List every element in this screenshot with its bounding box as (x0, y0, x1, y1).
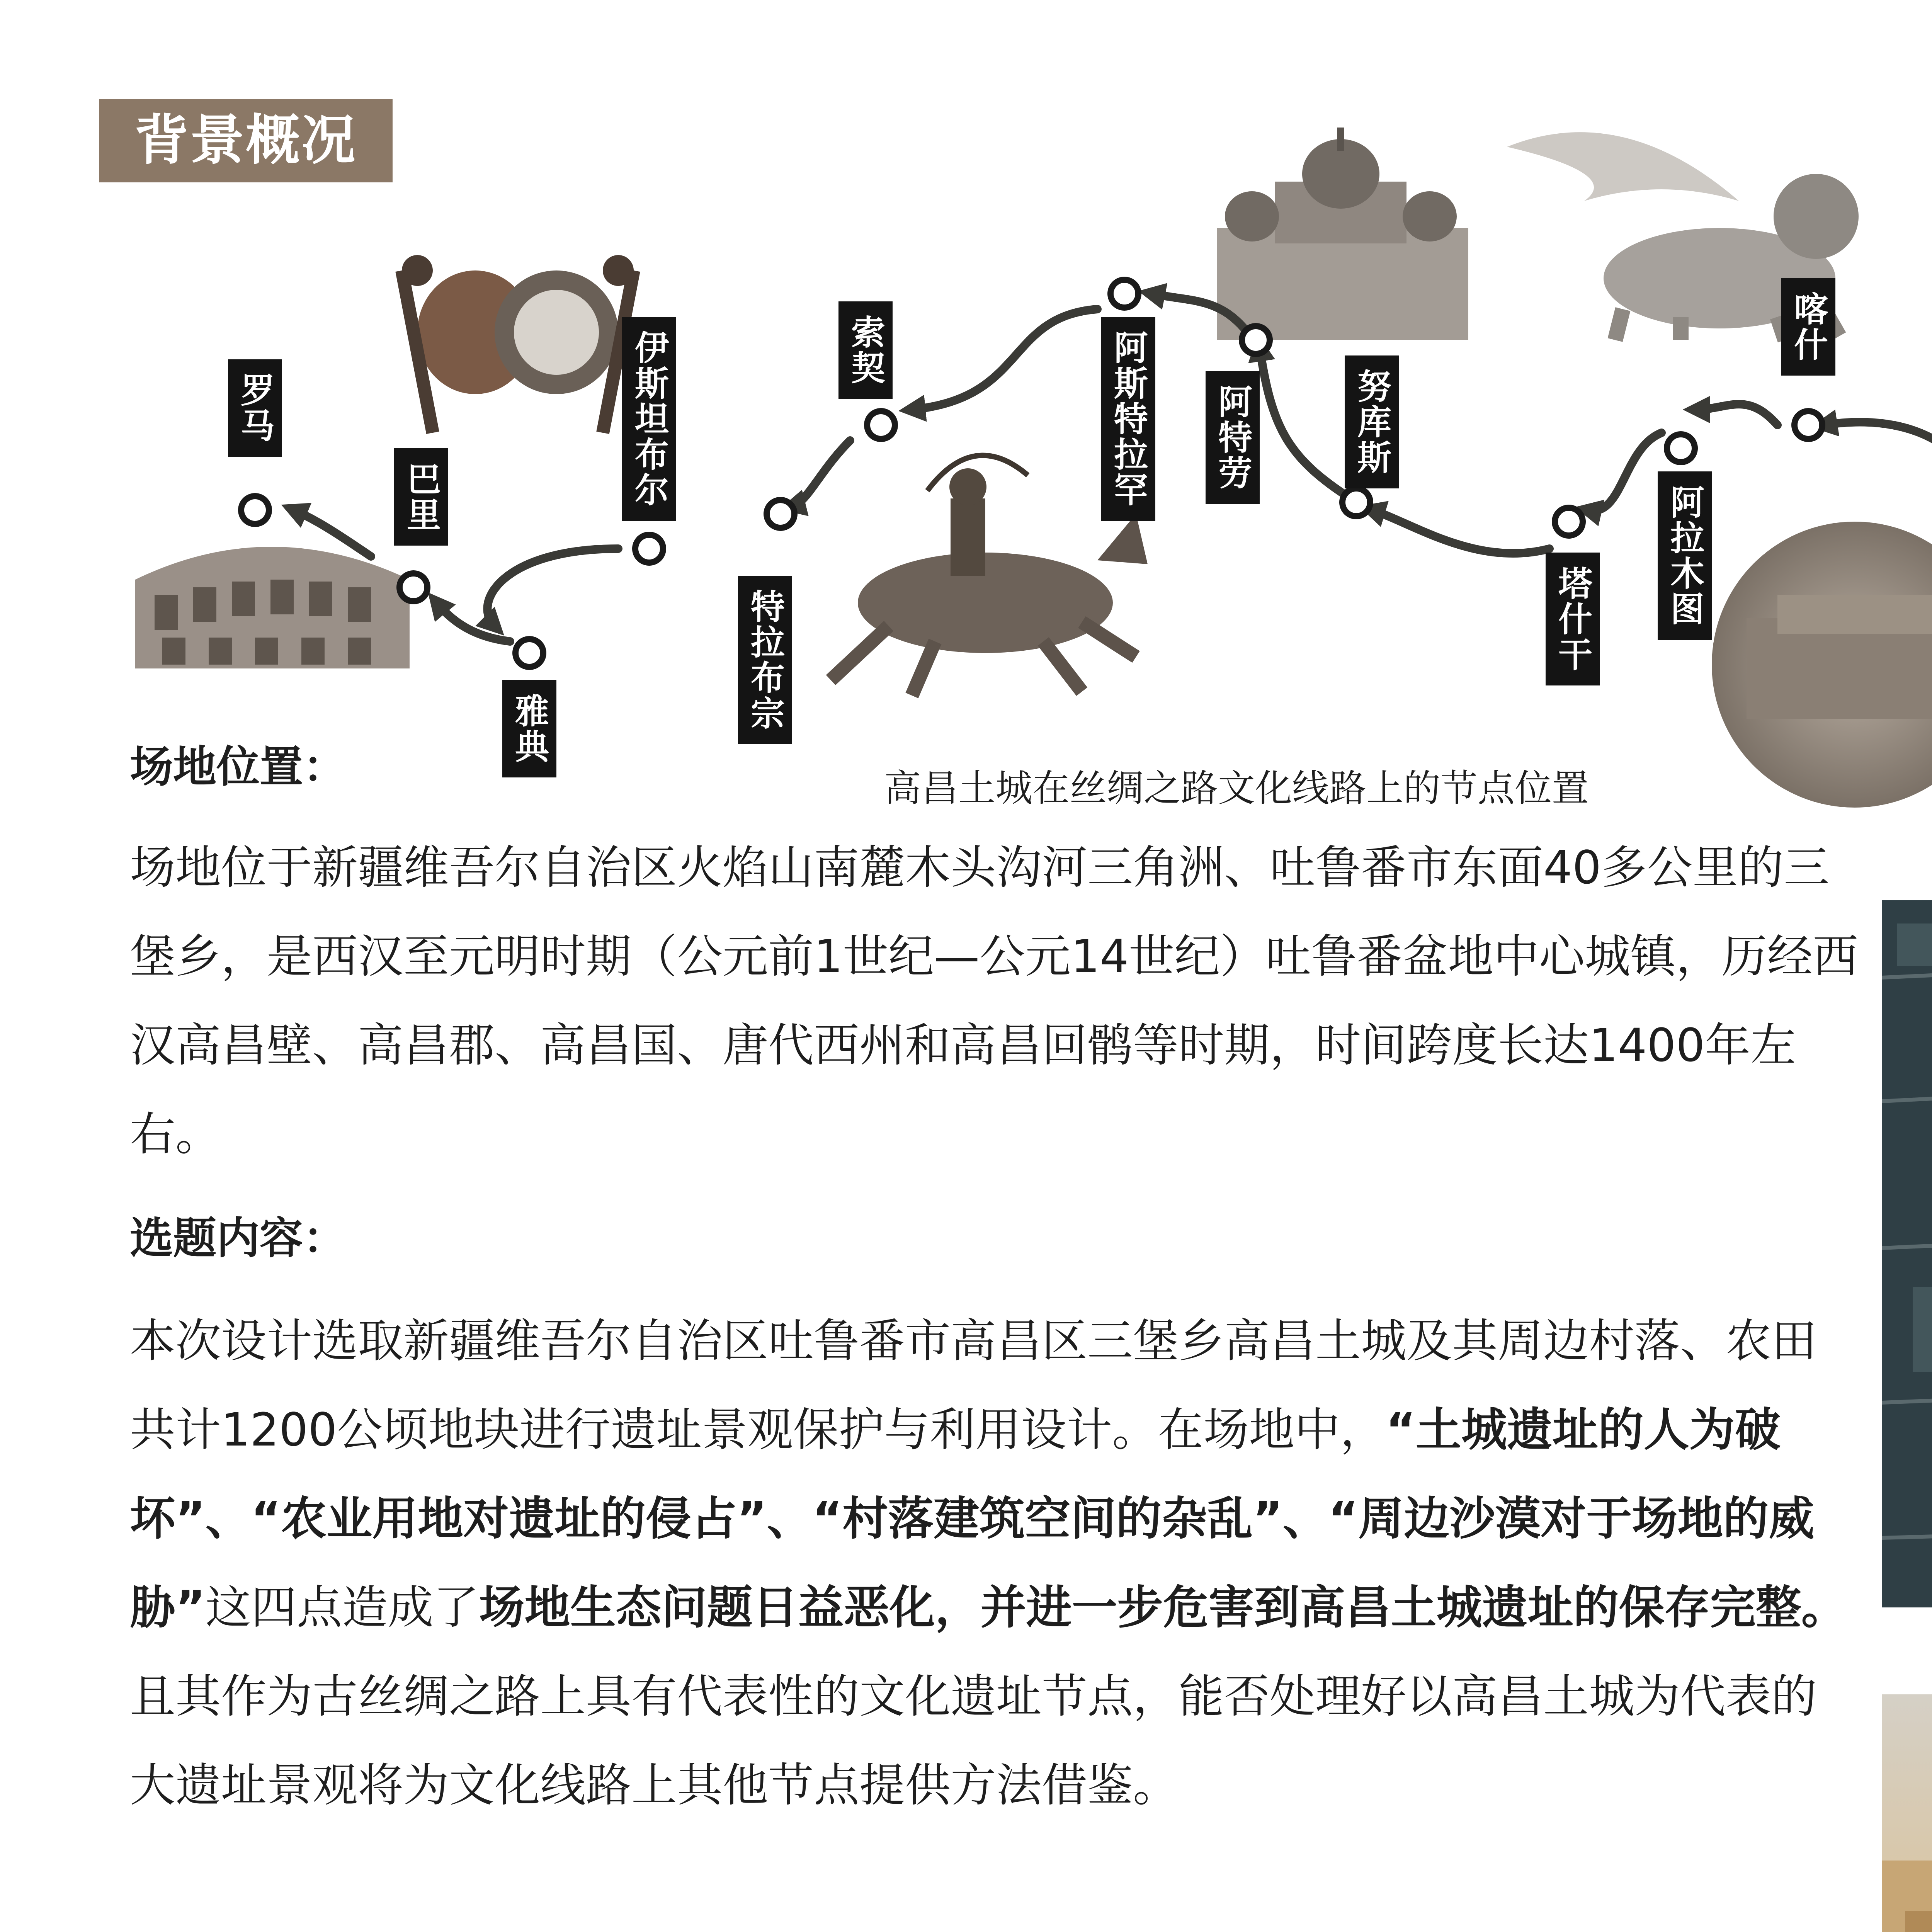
warriors-shield-illustration (402, 255, 634, 433)
node-kashgar (1794, 411, 1822, 439)
node-rome (241, 496, 269, 524)
problems-emphasis: “土城遗址的人为破坏”、“农业用地对遗址的侵占”、“村落建筑空间的杂乱”、“周边沙漠对于场地的威胁” (130, 1403, 1815, 1634)
label-athens: 雅典 (502, 680, 556, 777)
node-nukus (1342, 488, 1370, 516)
label-kashgar: 喀什 (1781, 278, 1835, 376)
site-location-heading: 场地位置： (130, 742, 346, 792)
label-astrakhan: 阿斯特拉罕 (1101, 317, 1155, 521)
horse-archer-illustration (831, 456, 1148, 696)
satellite-map-caption (1882, 1623, 1932, 1673)
site-location-text: 场地位于新疆维吾尔自治区火焰山南麓木头沟河三角洲、吐鲁番市东面40多公里的三堡乡，是西汉至元明时期（公元前1世纪—公元14世纪）吐鲁番盆地中心城镇，历经西汉高昌壁、高昌郡、高昌国、唐代西州和高昌回鹘等时期，时间跨度长达1400年左右。 (130, 841, 1859, 1161)
node-astrakhan (1111, 280, 1138, 308)
label-atyrau: 阿特劳 (1206, 371, 1260, 504)
node-athens (515, 639, 543, 667)
node-atyrau (1242, 326, 1270, 354)
ruins-photo (1882, 1694, 1932, 1932)
colosseum-illustration (135, 547, 410, 668)
route-map (0, 0, 1932, 850)
node-almaty (1667, 434, 1695, 462)
topic-content-text: 本次设计选取新疆维吾尔自治区吐鲁番市高昌区三堡乡高昌土城及其周边村落、农田共计1200公顷地块进行遗址景观保护与利用设计。在场地中，“土城遗址的人为破坏”、“农业用地对遗址的侵占”、“村落建筑空间的杂乱”、“周边沙漠对于场地的威胁”这四点造成了场地生态问题日益恶化，并进一步危害到高昌土城遗址的保存完整。且其作为古丝绸之路上具有代表性的文化遗址节点，能否处理好以高昌土城为代表的大遗址景观将为文化线路上其他节点提供方法借鉴。 (130, 1314, 1847, 1812)
section-title: 背景概况 (99, 99, 393, 182)
cathedral-illustration (1217, 128, 1468, 340)
label-rome: 罗马 (228, 359, 282, 457)
gaochang-ruins-medallion (1712, 502, 1932, 808)
label-paris: 巴里 (394, 448, 448, 546)
node-sochi (867, 411, 895, 439)
label-nukus: 努库斯 (1345, 355, 1399, 488)
impact-emphasis: 场地生态问题日益恶化，并进一步危害到高昌土城遗址的保存完整。 (479, 1581, 1847, 1634)
label-almaty: 阿拉木图 (1658, 471, 1712, 640)
node-trabzon (767, 500, 794, 528)
node-tashkent (1555, 508, 1583, 536)
node-istanbul (635, 535, 663, 563)
node-paris (400, 573, 427, 601)
label-trabzon: 特拉布宗 (738, 576, 792, 744)
label-istanbul: 伊斯坦布尔 (622, 317, 676, 521)
label-sochi: 索契 (838, 301, 893, 399)
route-map-caption: 高昌土城在丝绸之路文化线路上的节点位置 (884, 767, 1589, 810)
satellite-map-image (1882, 900, 1932, 1607)
label-tashkent: 塔什干 (1546, 553, 1600, 685)
topic-content-heading: 选题内容： (130, 1213, 346, 1264)
